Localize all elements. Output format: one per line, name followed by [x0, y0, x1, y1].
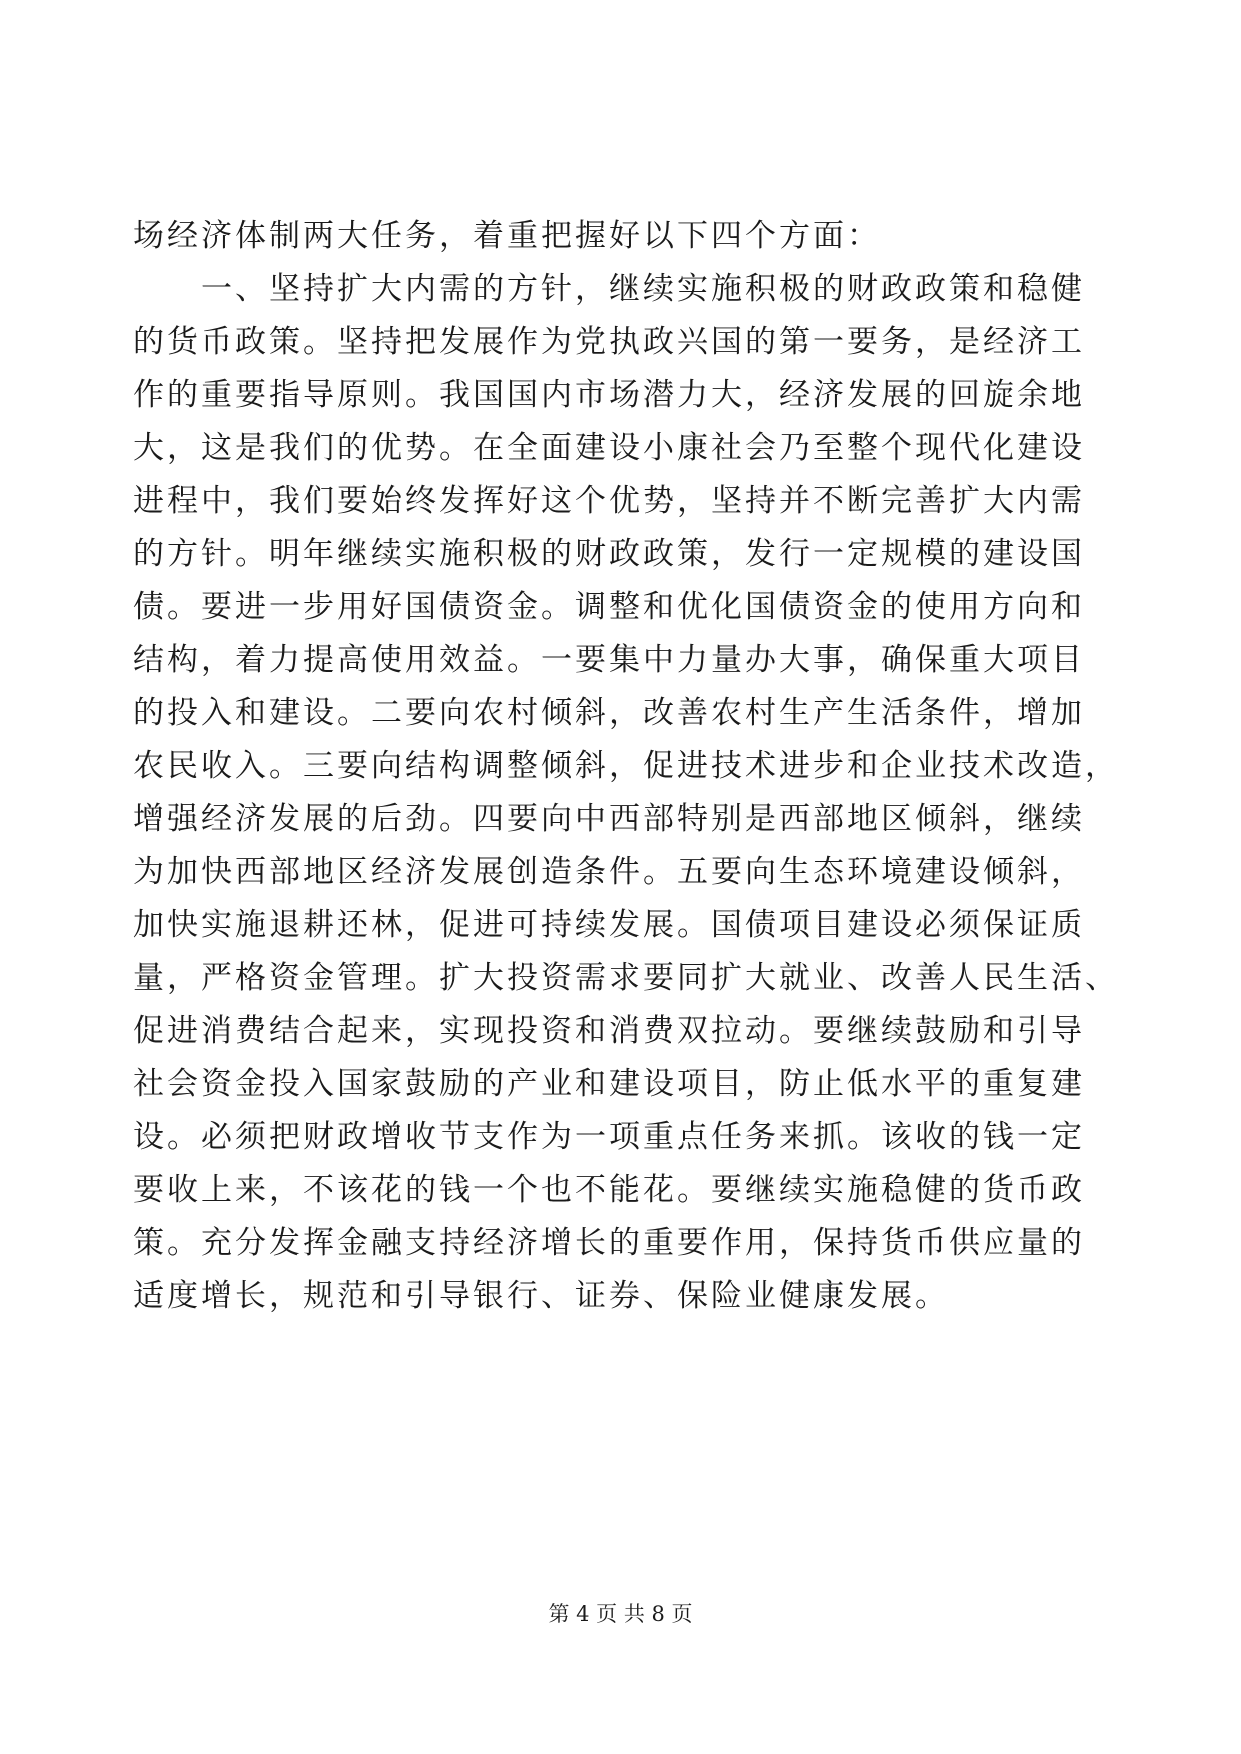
text-line: 农民收入。三要向结构调整倾斜，促进技术进步和企业技术改造， — [133, 748, 1119, 784]
page-number-footer: 第 4 页 共 8 页 — [548, 1602, 693, 1626]
text-line: 社会资金投入国家鼓励的产业和建设项目，防止低水平的重复建 — [133, 1066, 1085, 1102]
text-line: 适度增长，规范和引导银行、证券、保险业健康发展。 — [133, 1278, 949, 1314]
text-line: 增强经济发展的后劲。四要向中西部特别是西部地区倾斜，继续 — [133, 801, 1085, 837]
text-line: 债。要进一步用好国债资金。调整和优化国债资金的使用方向和 — [133, 589, 1085, 625]
text-line: 结构，着力提高使用效益。一要集中力量办大事，确保重大项目 — [133, 642, 1085, 678]
text-line: 设。必须把财政增收节支作为一项重点任务来抓。该收的钱一定 — [133, 1119, 1085, 1155]
text-line: 量，严格资金管理。扩大投资需求要同扩大就业、改善人民生活、 — [133, 960, 1119, 996]
text-line: 大，这是我们的优势。在全面建设小康社会乃至整个现代化建设 — [133, 430, 1085, 466]
text-line: 加快实施退耕还林，促进可持续发展。国债项目建设必须保证质 — [133, 907, 1085, 943]
text-line: 进程中，我们要始终发挥好这个优势，坚持并不断完善扩大内需 — [133, 483, 1085, 519]
text-line: 场经济体制两大任务，着重把握好以下四个方面： — [133, 218, 881, 254]
text-line: 策。充分发挥金融支持经济增长的重要作用，保持货币供应量的 — [133, 1225, 1085, 1261]
text-line: 促进消费结合起来，实现投资和消费双拉动。要继续鼓励和引导 — [133, 1013, 1085, 1049]
text-line: 一、坚持扩大内需的方针，继续实施积极的财政政策和稳健 — [133, 271, 1085, 307]
text-line: 的方针。明年继续实施积极的财政政策，发行一定规模的建设国 — [133, 536, 1085, 572]
text-line: 要收上来，不该花的钱一个也不能花。要继续实施稳健的货币政 — [133, 1172, 1085, 1208]
text-line: 作的重要指导原则。我国国内市场潜力大，经济发展的回旋余地 — [133, 377, 1085, 413]
text-line: 的货币政策。坚持把发展作为党执政兴国的第一要务，是经济工 — [133, 324, 1085, 360]
text-line: 的投入和建设。二要向农村倾斜，改善农村生产生活条件，增加 — [133, 695, 1085, 731]
text-line: 为加快西部地区经济发展创造条件。五要向生态环境建设倾斜， — [133, 854, 1085, 890]
